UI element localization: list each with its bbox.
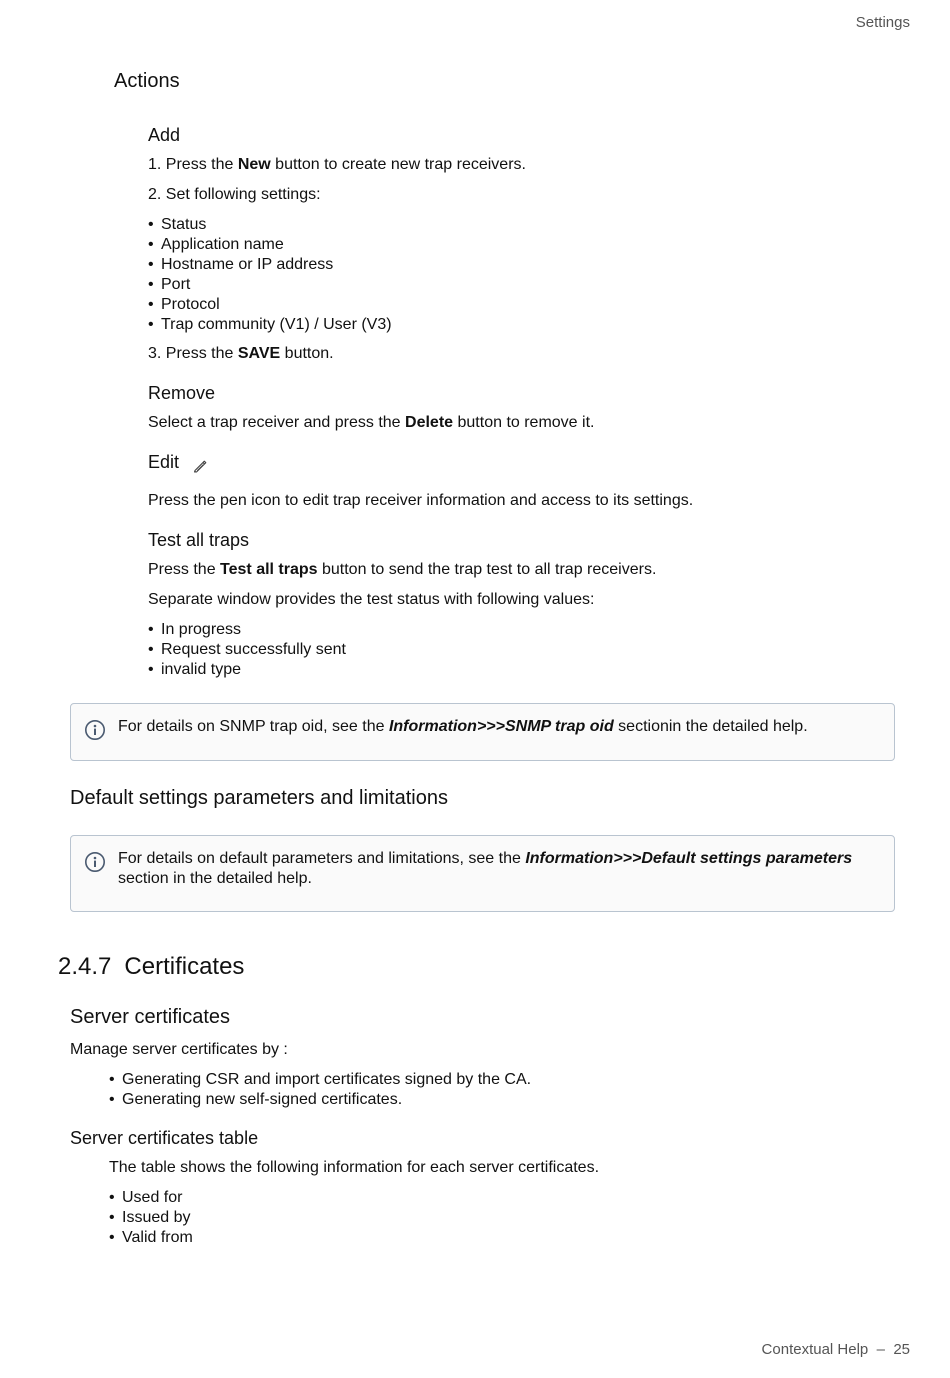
list-item: • Protocol [148,295,392,315]
server-certificates-intro: Manage server certificates by : [70,1041,288,1058]
note-text: For details on SNMP trap oid, see the Information>>>SNMP trap oid sectionin the detailed help. [118,718,808,735]
test-text: Press the Test all traps button to send the trap test to all trap receivers. [148,561,657,578]
pencil-icon [192,458,208,474]
section-number: 2.4.7 [58,953,112,980]
add-step-2: 2. Set following settings: [148,186,321,203]
table-fields-list [109,1188,193,1248]
actions-heading: Actions [114,70,180,92]
list-item: • Generating new self-signed certificates. [109,1090,531,1110]
table-intro: The table shows the following information for each server certificates. [109,1159,600,1176]
edit-heading-label: Edit [148,452,180,472]
add-step-3: 3. Press the SAVE button. [148,345,334,362]
list-item: • Valid from [109,1228,193,1248]
list-item: • invalid type [148,660,346,680]
info-note-default [70,835,895,912]
info-icon [84,719,106,741]
list-item: • Trap community (V1) / User (V3) [148,315,392,335]
info-note-snmp [70,703,895,761]
info-icon [84,851,106,873]
test-text-2: Separate window provides the test status with following values: [148,591,595,608]
test-values-list [148,620,346,680]
section-title: Certificates [124,953,245,980]
server-certificates-heading: Server certificates [70,1006,231,1028]
test-heading: Test all traps [148,530,250,550]
running-header: Settings [855,14,910,31]
server-certificates-list [109,1070,531,1110]
list-item: • Hostname or IP address [148,255,392,275]
list-item: • Used for [109,1188,193,1208]
default-settings-heading: Default settings parameters and limitations [70,787,448,809]
add-heading: Add [148,125,181,145]
page-number: 25 [893,1341,910,1358]
list-item: • Generating CSR and import certificates signed by the CA. [109,1070,531,1090]
footer-separator: – [876,1341,885,1358]
list-item: • In progress [148,620,346,640]
edit-text: Press the pen icon to edit trap receiver information and access to its settings. [148,492,694,509]
running-footer [762,1341,910,1358]
edit-heading [148,452,208,474]
list-item: • Issued by [109,1208,193,1228]
footer-label: Contextual Help [761,1341,869,1358]
settings-list [148,215,392,335]
remove-text: Select a trap receiver and press the Delete button to remove it. [148,414,595,431]
certificates-heading [58,953,244,981]
note-text: For details on default parameters and limitations, see the Information>>>Default settings parameters section in the detailed help. [118,850,853,887]
server-certificates-table-heading: Server certificates table [70,1128,259,1148]
list-item: • Application name [148,235,392,255]
list-item: • Status [148,215,392,235]
list-item: • Port [148,275,392,295]
remove-heading: Remove [148,383,216,403]
list-item: • Request successfully sent [148,640,346,660]
add-step-1: 1. Press the New button to create new trap receivers. [148,156,526,173]
